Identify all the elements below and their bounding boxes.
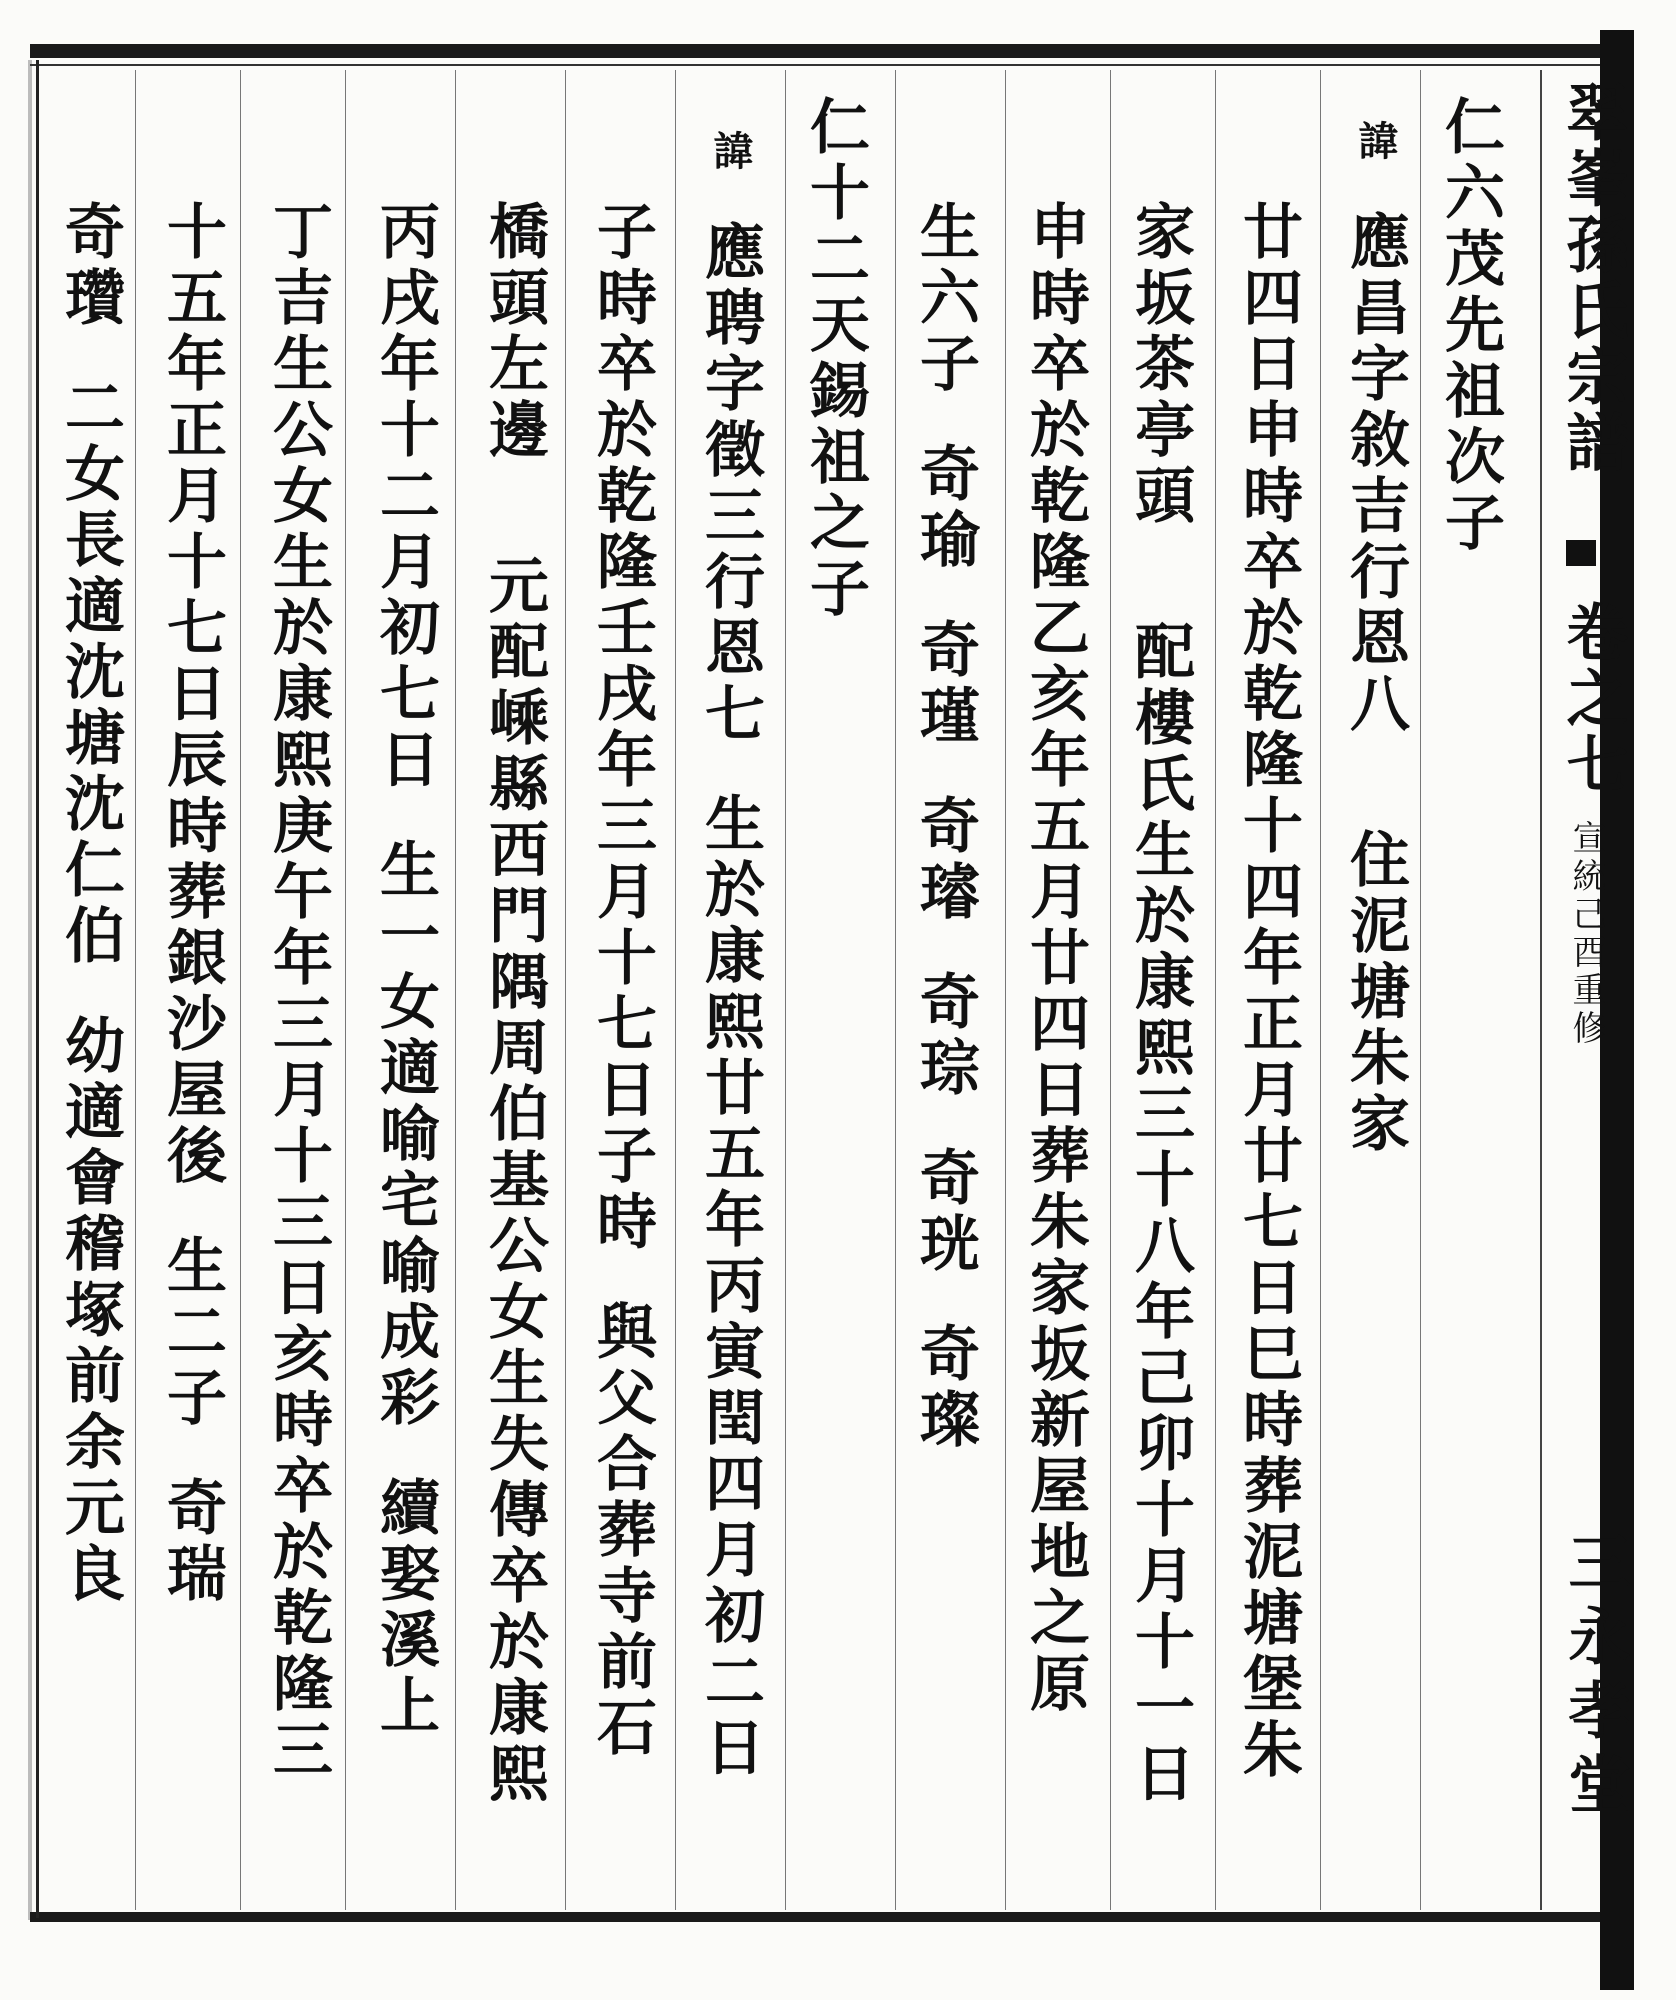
frame-top-border: [30, 44, 1620, 58]
segment: 奇瑞: [157, 1476, 227, 1608]
column-rule: [1215, 70, 1216, 1910]
text-column: [479, 200, 549, 1808]
edition-label: 宣統己酉重修: [1566, 820, 1606, 1048]
text-column-heading-1: [1435, 95, 1505, 557]
taboo-name-mark: 諱: [707, 130, 754, 176]
son-name: 奇璿: [910, 794, 980, 926]
segment: 與父合葬寺前石: [587, 1300, 657, 1762]
segment: 生於康熙廿五年丙寅閏四月初二日: [695, 792, 765, 1782]
segment: 應聘字徵三行恩七: [695, 220, 765, 748]
segment: 十五年正月十七日辰時葬銀沙屋後: [157, 200, 227, 1190]
column-rule: [1320, 70, 1321, 1910]
text-column: [1020, 200, 1090, 1718]
heading-text: 仁十二天錫祖之子: [800, 95, 870, 623]
column-rule: [240, 70, 241, 1910]
frame-bottom-border: [30, 1912, 1620, 1922]
segment: 應昌字敘吉行恩八: [1340, 210, 1410, 738]
column-rule: [675, 70, 676, 1910]
segment: 申時卒於乾隆乙亥年五月廿四日葬朱家坂新屋地之原: [1020, 200, 1090, 1718]
text-column: [1340, 120, 1410, 1158]
column-rule: [455, 70, 456, 1910]
text-column: [55, 200, 125, 1608]
segment: 續娶溪上: [370, 1476, 440, 1740]
hall-name: 三永孝堂: [1558, 1530, 1631, 1826]
text-column: [695, 130, 765, 1782]
column-rule: [785, 70, 786, 1910]
text-column: [263, 200, 333, 1784]
column-rule: [1420, 70, 1421, 1910]
son-name: 奇璨: [910, 1322, 980, 1454]
segment: 橋頭左邊: [479, 200, 549, 464]
text-column-heading-2: [800, 95, 870, 623]
segment: 奇瓚: [55, 200, 125, 332]
column-rule: [1110, 70, 1111, 1910]
segment: 幼適會稽塚前余元良: [55, 1014, 125, 1608]
segment: 家坂茶亭頭: [1125, 200, 1195, 530]
segment: 元配嵊縣西門隅周伯基公女生失傳卒於康熙: [479, 554, 549, 1808]
text-column-sons: [910, 200, 980, 1454]
segment: 二女長適沈塘沈仁伯: [55, 376, 125, 970]
segment: 住泥塘朱家: [1340, 828, 1410, 1158]
taboo-name-mark: 諱: [1352, 120, 1399, 166]
text-column: [1233, 200, 1303, 1784]
son-name: 奇瑜: [910, 442, 980, 574]
column-rule: [565, 70, 566, 1910]
column-rule: [895, 70, 896, 1910]
text-column: [370, 200, 440, 1740]
genealogy-title: 翠峯孫氏宗譜: [1556, 80, 1629, 476]
scan-edge: [28, 60, 32, 1920]
segment: 生二子: [157, 1234, 227, 1432]
heading-text: 仁六茂先祖次子: [1435, 95, 1505, 557]
frame-left-border: [36, 60, 39, 1918]
column-rule: [345, 70, 346, 1910]
segment: 丙戌年十二月初七日: [370, 200, 440, 794]
segment: 生一女適喻宅喻成彩: [370, 838, 440, 1432]
segment: 廿四日申時卒於乾隆十四年正月廿七日巳時葬泥塘堡朱: [1233, 200, 1303, 1784]
text-column: [587, 200, 657, 1762]
volume-label: 卷之七: [1556, 600, 1629, 798]
segment: 丁吉生公女生於康熙庚午年三月十三日亥時卒於乾隆三: [263, 200, 333, 1784]
fishtail-mark: [1566, 540, 1596, 566]
column-rule: [1540, 70, 1542, 1910]
column-rule: [1005, 70, 1006, 1910]
segment: 生六子: [910, 200, 980, 398]
column-rule: [135, 70, 136, 1910]
son-name: 奇琮: [910, 970, 980, 1102]
text-column: [1125, 200, 1195, 1808]
segment: 配樓氏生於康熙三十八年己卯十月十一日: [1125, 620, 1195, 1808]
segment: 子時卒於乾隆壬戌年三月十七日子時: [587, 200, 657, 1256]
son-name: 奇珖: [910, 1146, 980, 1278]
son-name: 奇瑾: [910, 618, 980, 750]
frame-top-rule: [30, 64, 1620, 66]
text-column: [157, 200, 227, 1608]
